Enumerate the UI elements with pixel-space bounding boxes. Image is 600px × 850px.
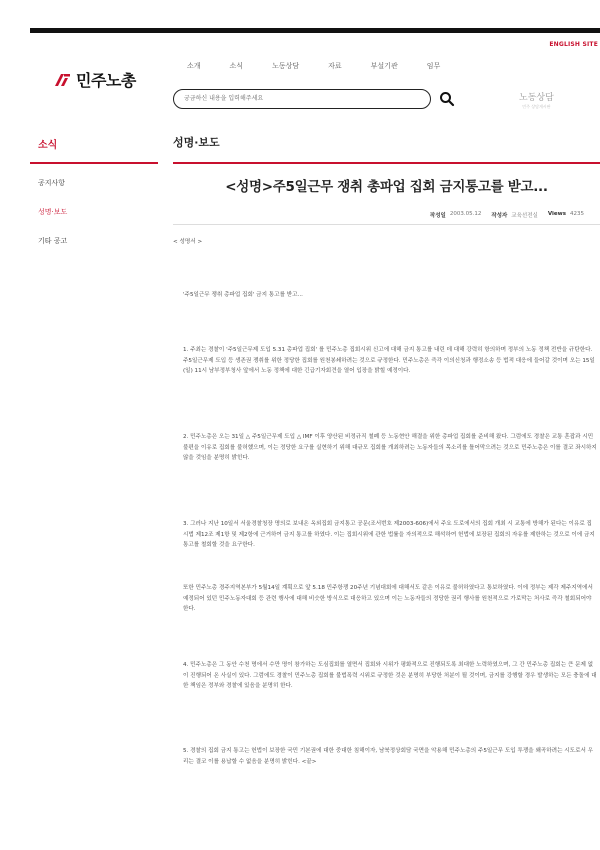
logo-text: 민주노총 bbox=[76, 71, 136, 90]
article-meta bbox=[430, 211, 594, 219]
date-value: 2003.05.12 bbox=[449, 211, 482, 217]
article-paragraph: 3. 그러나 지난 10일서 서울경찰청장 명의로 보내온 옥외집회 금지통고 공문(조서번호 제2003-606)에서 주요 도로에서의 집회 개최 시 교통에 방해가 된다는 이유로 집시법 제12조 제1항 및 제2항에 근거하여 금지 통고를 하였다. 이는 집회시위에 관한 법률을 자의적으로 해석하여 헌법에 보장된 집회의 자유를 제한하는 것으로 이에 금지통고를 철회할 것을 요구한다. bbox=[183, 521, 595, 548]
top-accent-bar bbox=[30, 28, 600, 33]
search-icon[interactable] bbox=[439, 91, 455, 107]
article-paragraph: 1. 주최는 경찰이 '주5일근무제 도입 5.31 총파업 집회' 를 민주노총 집회시위 신고에 대해 금지 통고를 내린 데 대해 강력히 항의하며 정부의 노동 정책 전반을 규탄한다. 주5일근무제 도입 등 생존권 쟁취를 위한 정당한 집회를 원천봉쇄하려는 것으로 규정한다. 민주노총은 즉각 이의신청과 행정소송 등 법적 대응에 들어갈 것이며 오는 15일(일) 11시 남부정부청사 앞에서 노동 정책에 대한 긴급기자회견을 열어 입장을 밝힐 예정이다. bbox=[183, 347, 595, 374]
sidebar bbox=[38, 178, 67, 265]
nav-item-affiliates[interactable]: 부설기관 bbox=[370, 62, 398, 70]
nav-item-duties[interactable]: 임무 bbox=[426, 62, 441, 70]
search-box bbox=[173, 89, 431, 109]
author-label: 작성자 bbox=[491, 213, 508, 219]
article-category: < 성명서 > bbox=[173, 239, 203, 245]
date-label: 작성일 bbox=[429, 213, 446, 219]
nav-item-resources[interactable]: 자료 bbox=[328, 62, 342, 70]
logo-mark-icon bbox=[52, 72, 72, 88]
page-title: 성명·보도 bbox=[173, 136, 220, 149]
sidebar-item-other[interactable]: 기타 공고 bbox=[38, 237, 68, 245]
content-divider bbox=[173, 162, 600, 164]
article-title: <성명>주5일근무 쟁취 총파업 집회 금지통고를 받고... bbox=[225, 179, 548, 195]
article-paragraph: 2. 민주노총은 오는 31일 △ 주5일근무제 도입 △ IMF 이후 양산된 비정규직 철폐 등 노동현안 해결을 위한 총파업 집회를 준비해 왔다. 그럼에도 경찰은 교통 혼잡과 시민 불편을 이유로 집회를 불허했으며, 이는 정당한 요구를 실현하기 위해 대규모 집회를 개최하려는 노동자들의 목소리를 틀어막으려는 것으로 민주노총은 이를 결코 좌시하지 않을 것임을 분명히 밝힌다. bbox=[183, 434, 597, 461]
author-value: 교육선전실 bbox=[511, 213, 538, 219]
sidebar-divider bbox=[30, 162, 158, 164]
meta-divider bbox=[173, 224, 600, 225]
english-site-link[interactable]: ENGLISH SITE bbox=[549, 41, 598, 48]
nav-item-consult[interactable]: 노동상담 bbox=[272, 62, 300, 70]
views-label: Views bbox=[547, 211, 566, 217]
sidebar-section-title: 소식 bbox=[38, 140, 58, 151]
nav-item-news[interactable]: 소식 bbox=[229, 62, 244, 70]
sidebar-item-statements[interactable]: 성명·보도 bbox=[38, 208, 68, 216]
site-logo[interactable] bbox=[52, 68, 136, 91]
article-paragraph: 5. 경찰의 집회 금지 통고는 헌법이 보장한 국민 기본권에 대한 중대한 침해이자, 남북정상회담 국면을 악용해 민주노총의 주5일근무 도입 투쟁을 왜곡하려는 시도로서 우리는 결코 이를 용납할 수 없음을 분명히 밝힌다. <끝> bbox=[183, 748, 594, 765]
consult-title: 노동상담 bbox=[519, 93, 554, 103]
labor-consult-link[interactable] bbox=[519, 90, 554, 110]
article-paragraph: 4. 민주노총은 그 동안 수천 명에서 수만 명이 참가하는 도심집회를 열면서 집회와 시위가 평화적으로 진행되도록 최대한 노력하였으며, 그 간 민주노총 집회는 큰 문제 없이 진행되어 온 사실이 있다. 그럼에도 경찰이 민주노총 집회를 불법폭력 시위로 규정한 것은 분명히 부당한 처분이 될 것이며, 금지를 강행할 경우 발생하는 모든 충돌에 대한 책임은 정부와 경찰에 있음을 분명히 한다. bbox=[183, 662, 597, 689]
main-nav bbox=[187, 61, 469, 71]
consult-subtitle: 민주 상담게시판 bbox=[522, 104, 551, 109]
views-value: 4235 bbox=[570, 211, 584, 217]
nav-item-about[interactable]: 소개 bbox=[187, 62, 201, 70]
article-paragraph: 또한 민주노총 경주지역본부가 5월14일 계획으로 앞 5.18 민주항쟁 20주년 기념대회에 대해서도 같은 이유로 불허하였다고 통보하였다. 이에 정부는 제각 제주지역에서 예정되어 있던 민주노동자대회 등 관련 행사에 대해 비슷한 방식으로 대응하고 있으며 이는 노동자들의 정당한 권리 행사를 원천적으로 가로막는 처사로 즉각 철회되어야 한다. bbox=[183, 585, 593, 612]
article-subtitle: '주5일근무 쟁취 총파업 집회' 금지 통고를 받고... bbox=[183, 292, 303, 298]
sidebar-item-notices[interactable]: 공지사항 bbox=[38, 179, 66, 187]
search-input[interactable] bbox=[182, 94, 426, 103]
